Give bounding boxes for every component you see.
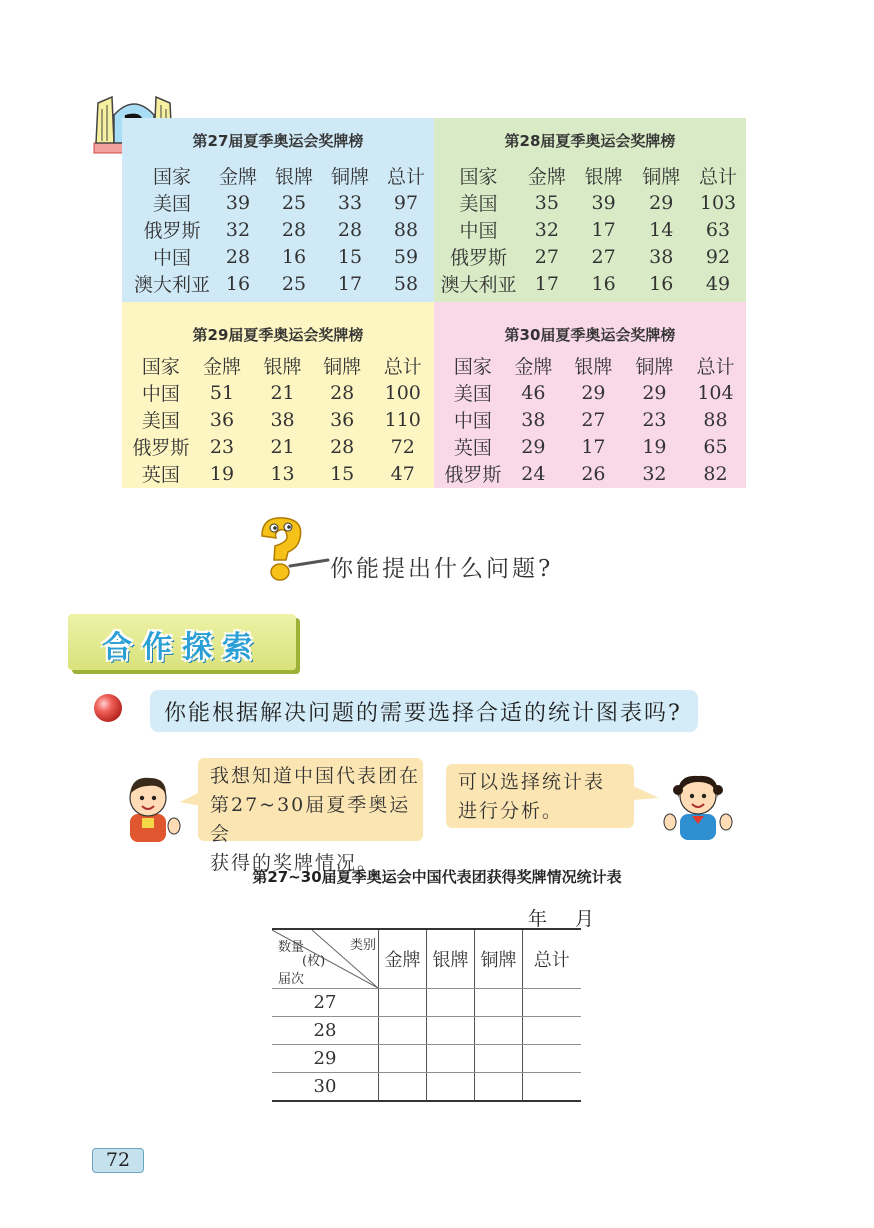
total: 104 [697,381,734,404]
bubble-line: 第27~30届夏季奥运会 [210,794,411,845]
table-row [272,989,581,1017]
header-total: 总计 [383,356,422,378]
bronze: 19 [642,435,667,458]
table-row [272,1017,581,1045]
country: 英国 [141,464,180,486]
header-bronze: 铜牌 [635,356,674,378]
table-row [438,270,746,297]
gold: 39 [225,191,251,214]
total: 47 [390,462,415,485]
country: 中国 [141,383,180,405]
year-label: 年 [528,908,550,930]
red-ball-bullet-icon [92,692,124,724]
header-total: 总计 [386,166,425,188]
silver: 16 [281,245,307,268]
column-bronze: 铜牌 [475,929,523,989]
bronze: 14 [649,218,674,241]
country: 美国 [453,383,492,405]
table-row [130,460,434,487]
country: 美国 [141,410,180,432]
header-bronze: 铜牌 [330,166,369,188]
silver: 25 [281,272,307,295]
total: 103 [699,191,737,214]
header-country: 国家 [153,166,192,188]
medal-table-30 [434,302,746,488]
question-mark-mascot-icon [250,514,332,584]
total: 49 [705,272,731,295]
header-silver: 银牌 [263,356,302,378]
total: 92 [705,245,731,268]
bronze: 33 [337,191,363,214]
country: 俄罗斯 [444,464,502,486]
country: 中国 [153,247,192,269]
blank-cell [427,989,475,1017]
bronze: 15 [330,462,355,485]
table-row [134,270,434,297]
medal-table-27 [122,118,434,302]
blank-cell [427,1073,475,1101]
bronze: 28 [330,381,355,404]
gold: 27 [534,245,559,268]
country: 美国 [459,193,498,215]
total: 59 [393,245,419,268]
silver: 21 [270,381,295,404]
table-row [130,406,434,433]
table-row [442,406,746,433]
table-row [438,216,746,243]
section-heading: 合作探索 [102,630,262,665]
edition-cell: 27 [272,989,379,1017]
girl-student-icon [662,768,734,840]
table-row [272,1045,581,1073]
bronze: 17 [337,272,363,295]
table-title: 第29届夏季奥运会奖牌榜 [192,326,364,344]
gold: 46 [521,381,546,404]
blank-cell [475,1045,523,1073]
blank-cell [379,1073,427,1101]
gold: 17 [534,272,559,295]
blank-cell [379,989,427,1017]
total: 88 [703,408,728,431]
table-row [438,243,746,270]
country: 俄罗斯 [132,437,190,459]
stat-table-title: 第27~30届夏季奥运会中国代表团获得奖牌情况统计表 [252,868,622,886]
blank-cell [475,1017,523,1045]
total: 100 [384,381,421,404]
gold: 36 [209,408,235,431]
total: 110 [384,408,421,431]
header-gold: 金牌 [527,166,566,188]
year-month-line [528,904,622,931]
blank-cell [523,989,581,1017]
bronze: 36 [330,408,355,431]
medal-table [134,162,434,297]
girl-speech-bubble [446,764,634,828]
blank-cell [379,1045,427,1073]
silver: 17 [591,218,616,241]
total: 97 [393,191,419,214]
silver: 21 [270,435,295,458]
table-title: 第28届夏季奥运会奖牌榜 [504,132,676,150]
header-silver: 银牌 [274,166,313,188]
bronze: 23 [642,408,667,431]
country: 俄罗斯 [449,247,507,269]
corner-quantity: 数量 [278,940,305,955]
speech-tail [180,790,200,810]
silver: 38 [270,408,295,431]
question-text: 你能提出什么问题? [330,556,554,582]
silver: 27 [581,408,606,431]
gold: 16 [225,272,251,295]
total: 63 [705,218,731,241]
silver: 17 [581,435,606,458]
country: 英国 [453,437,492,459]
bronze: 29 [642,381,667,404]
gold: 32 [534,218,559,241]
blank-cell [523,1073,581,1101]
table-row [134,189,434,216]
medal-table-28 [434,118,746,302]
header-gold: 金牌 [219,166,258,188]
blank-cell [523,1045,581,1073]
header-silver: 银牌 [584,166,623,188]
table-row [272,1073,581,1101]
table-row [438,189,746,216]
bronze: 32 [642,462,667,485]
blank-cell [475,1073,523,1101]
header-gold: 金牌 [202,356,241,378]
header-total: 总计 [698,166,737,188]
header-bronze: 铜牌 [323,356,362,378]
medal-table-29 [122,302,434,488]
silver: 26 [581,462,606,485]
medal-table [442,352,746,487]
country: 澳大利亚 [440,274,517,296]
table-row [442,379,746,406]
header-country: 国家 [453,356,492,378]
table-title: 第27届夏季奥运会奖牌榜 [192,132,364,150]
medal-table [130,352,434,487]
medal-table [438,162,746,297]
bubble-line: 我想知道中国代表团在 [210,765,421,787]
month-label: 月 [575,908,597,930]
silver: 16 [591,272,616,295]
bronze: 29 [649,191,674,214]
silver: 28 [281,218,307,241]
gold: 23 [209,435,235,458]
speech-tail [633,784,659,804]
edition-cell: 28 [272,1017,379,1045]
corner-cell [272,929,379,989]
blank-cell [427,1017,475,1045]
silver: 25 [281,191,307,214]
table-row [130,379,434,406]
table-row [134,243,434,270]
header-total: 总计 [696,356,735,378]
page-number: 72 [92,1148,144,1173]
bubble-line: 进行分析。 [458,800,564,822]
bubble-line: 可以选择统计表 [458,771,606,793]
table-title: 第30届夏季奥运会奖牌榜 [504,326,676,344]
corner-edition: 届次 [278,972,305,987]
column-silver: 银牌 [427,929,475,989]
boy-speech-bubble [198,758,423,874]
country: 俄罗斯 [143,220,201,242]
silver: 27 [591,245,616,268]
header-bronze: 铜牌 [642,166,681,188]
boy-student-icon [118,770,184,842]
gold: 35 [534,191,559,214]
bronze: 28 [330,435,355,458]
header-country: 国家 [459,166,498,188]
country: 中国 [459,220,498,242]
gold: 51 [209,381,235,404]
header-country: 国家 [141,356,180,378]
column-total: 总计 [523,929,581,989]
table-row [442,460,746,487]
table-row [134,216,434,243]
blank-cell [427,1045,475,1073]
corner-unit: (枚) [302,954,326,969]
country: 美国 [153,193,192,215]
total: 82 [703,462,728,485]
silver: 13 [270,462,295,485]
bubble-line: 获得的奖牌情况。 [210,852,379,874]
total: 88 [393,218,419,241]
gold: 24 [521,462,546,485]
table-row [130,433,434,460]
total: 58 [393,272,419,295]
total: 65 [703,435,728,458]
blank-cell [475,989,523,1017]
edition-cell: 30 [272,1073,379,1101]
gold: 32 [225,218,251,241]
bronze: 28 [337,218,363,241]
gold: 19 [209,462,235,485]
gold: 38 [521,408,546,431]
blank-cell [379,1017,427,1045]
section-heading-banner [68,614,296,670]
header-gold: 金牌 [514,356,553,378]
bronze: 15 [337,245,363,268]
column-gold: 金牌 [379,929,427,989]
gold: 28 [225,245,251,268]
total: 72 [390,435,415,458]
country: 澳大利亚 [134,274,211,296]
silver: 39 [591,191,616,214]
gold: 29 [521,435,546,458]
blank-cell [523,1017,581,1045]
discussion-prompt: 你能根据解决问题的需要选择合适的统计图表吗? [150,690,698,732]
country: 中国 [453,410,492,432]
table-row [442,433,746,460]
header-silver: 银牌 [574,356,613,378]
corner-category: 类别 [350,938,377,953]
edition-cell: 29 [272,1045,379,1073]
bronze: 38 [649,245,674,268]
stat-table [272,928,581,1102]
bronze: 16 [649,272,674,295]
silver: 29 [581,381,606,404]
